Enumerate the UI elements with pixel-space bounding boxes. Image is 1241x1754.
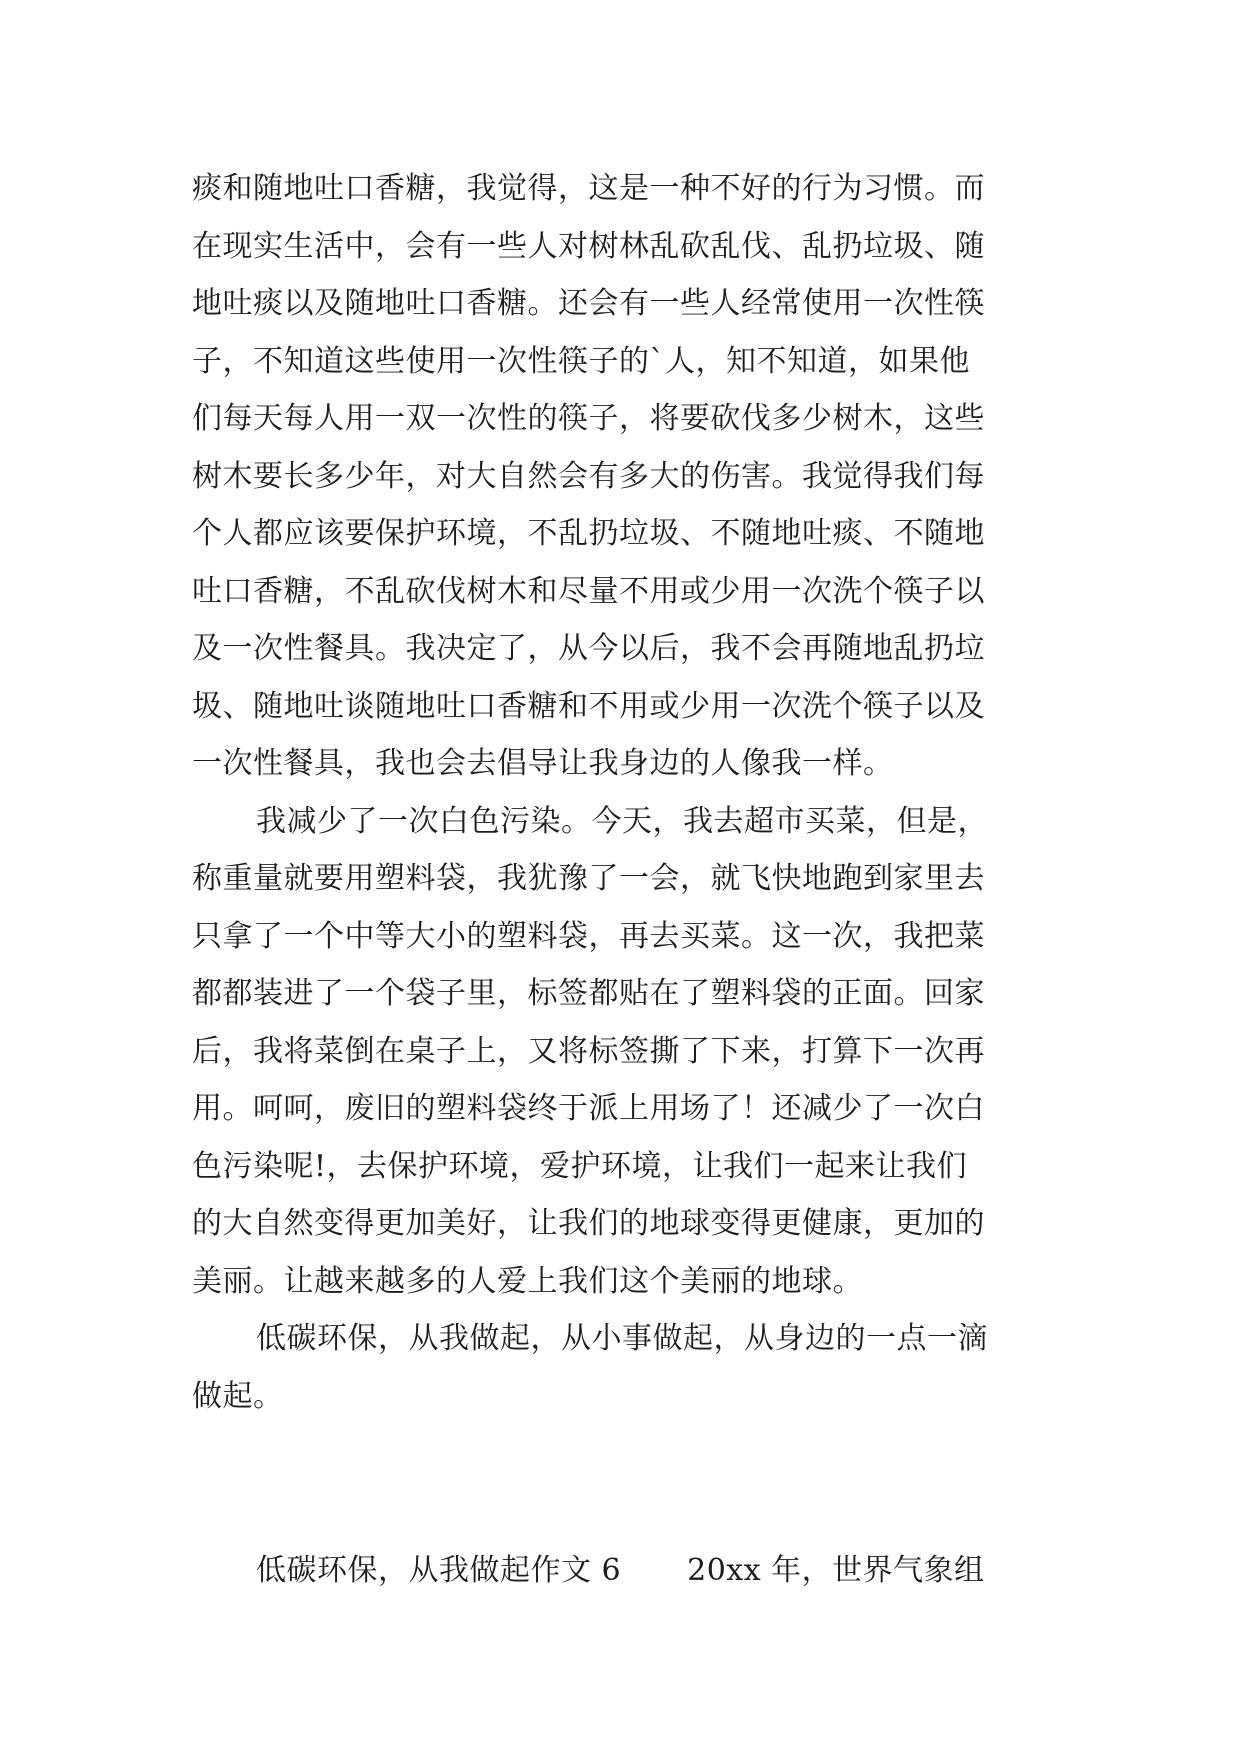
text-line: 痰和随地吐口香糖，我觉得，这是一种不好的行为习惯。而 (192, 171, 985, 206)
text-line: 的大自然变得更加美好，让我们的地球变得更健康，更加的 (192, 1206, 985, 1241)
text-line: 地吐痰以及随地吐口香糖。还会有一些人经常使用一次性筷 (192, 286, 985, 321)
paragraph-2 (192, 793, 1052, 1311)
text-line: 称重量就要用塑料袋，我犹豫了一会，就飞快地跑到家里去 (192, 861, 985, 896)
text-line: 只拿了一个中等大小的塑料袋，再去买菜。这一次，我把菜 (192, 918, 985, 954)
text-line: 美丽。让越来越多的人爱上我们这个美丽的地球。 (192, 1263, 863, 1299)
text-line: 圾、随地吐谈随地吐口香糖和不用或少用一次洗个筷子以及 (192, 688, 985, 724)
title-spacer (621, 1542, 687, 1600)
text-line: 一次性餐具，我也会去倡导让我身边的人像我一样。 (192, 746, 894, 781)
text-line: 我减少了一次白色污染。今天，我去超市买菜，但是， (256, 803, 988, 839)
text-line: 子，不知道这些使用一次性筷子的`人，知不知道，如果他 (192, 343, 970, 379)
essay-title: 低碳环保，从我做起作文 6 (256, 1553, 622, 1588)
text-line: 都都装进了一个袋子里，标签都贴在了塑料袋的正面。回家 (192, 976, 985, 1011)
text-line: 树木要长多少年，对大自然会有多大的伤害。我觉得我们每 (192, 458, 985, 494)
paragraph-1 (192, 160, 1052, 793)
next-essay-heading (192, 1542, 1052, 1600)
essay-first-words: 20xx 年，世界气象组 (687, 1553, 985, 1588)
text-line: 低碳环保，从我做起，从小事做起，从身边的一点一滴 (256, 1321, 988, 1356)
text-line: 后，我将菜倒在桌子上，又将标签撕了下来，打算下一次再 (192, 1033, 985, 1069)
paragraph-3 (192, 1310, 1052, 1425)
text-line: 吐口香糖，不乱砍伐树木和尽量不用或少用一次洗个筷子以 (192, 573, 985, 609)
text-line: 个人都应该要保护环境，不乱扔垃圾、不随地吐痰、不随地 (192, 516, 985, 551)
text-line: 色污染呢!，去保护环境，爱护环境，让我们一起来让我们 (192, 1148, 968, 1184)
text-line: 在现实生活中，会有一些人对树林乱砍乱伐、乱扔垃圾、随 (192, 228, 985, 264)
text-line: 们每天每人用一双一次性的筷子，将要砍伐多少树木，这些 (192, 401, 985, 436)
document-body (192, 160, 1052, 1600)
section-gap (192, 1425, 1052, 1542)
text-line: 做起。 (192, 1378, 284, 1414)
text-line: 用。呵呵，废旧的塑料袋终于派上用场了！还减少了一次白 (192, 1091, 985, 1126)
text-line: 及一次性餐具。我决定了，从今以后，我不会再随地乱扔垃 (192, 631, 985, 666)
